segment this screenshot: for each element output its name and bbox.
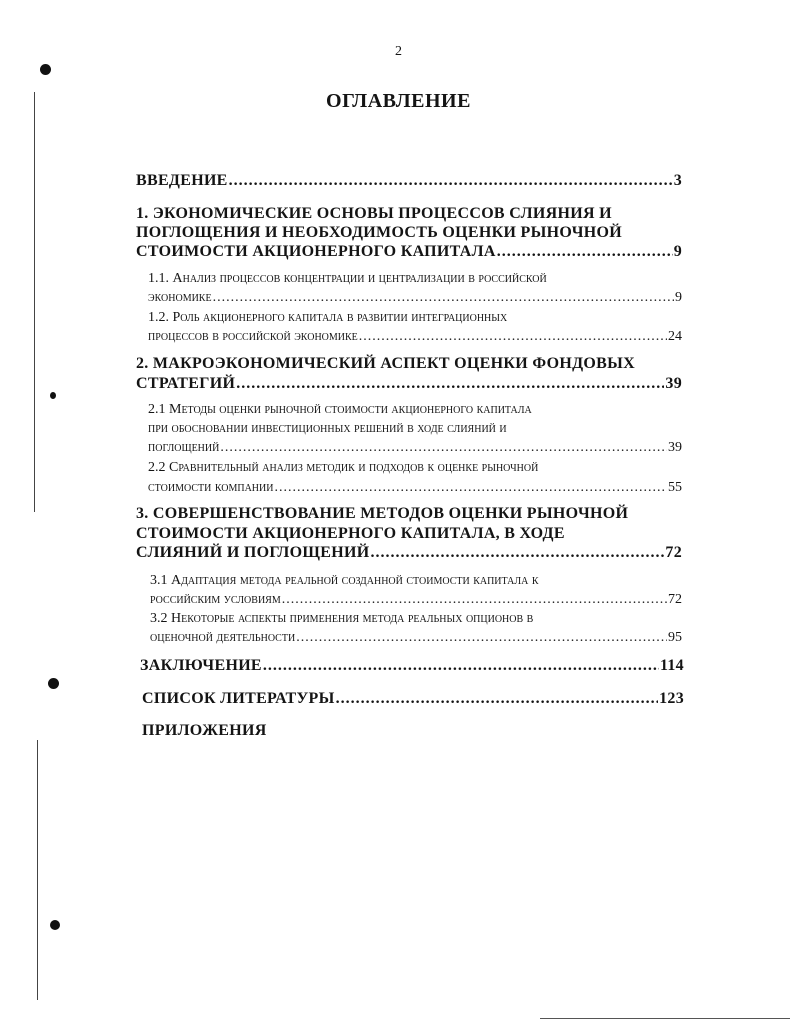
toc-leader-dots: [282, 592, 667, 608]
toc-leader-dots: [336, 690, 658, 708]
toc-chapter2-page: 39: [665, 375, 682, 392]
toc-references-page: 123: [659, 690, 684, 707]
toc-section-2-2-line1[interactable]: 2.2 Сравнительный анализ методик и подходов к оценке рыночной: [148, 460, 539, 475]
punch-hole-mark: [50, 392, 56, 399]
toc-section-2-1-line2[interactable]: при обосновании инвестиционных решений в ходе слияний и: [148, 421, 507, 436]
toc-section-1-1-page: 9: [675, 290, 682, 305]
toc-chapter1[interactable]: [136, 243, 682, 261]
toc-chapter1-page: 9: [673, 243, 682, 260]
toc-section-1-2-line2: процессов в российской экономике: [148, 329, 358, 344]
toc-leader-dots: [213, 290, 674, 306]
margin-scan-line: [37, 740, 38, 1000]
punch-hole-mark: [50, 920, 60, 930]
toc-section-2-2-page: 55: [668, 480, 682, 495]
toc-conclusion-label: ЗАКЛЮЧЕНИЕ: [140, 657, 262, 674]
toc-section-1-2[interactable]: [148, 329, 682, 345]
toc-leader-dots: [236, 375, 664, 393]
toc-intro-page: 3: [673, 172, 682, 189]
toc-section-3-1-page: 72: [668, 592, 682, 607]
bottom-scan-rule: [540, 1018, 790, 1019]
toc-references-label: СПИСОК ЛИТЕРАТУРЫ: [142, 690, 335, 707]
punch-hole-mark: [48, 678, 59, 689]
toc-leader-dots: [497, 243, 673, 261]
toc-section-1-1-line1[interactable]: 1.1. Анализ процессов концентрации и централизации в российской: [148, 271, 547, 286]
toc-section-1-2-line1[interactable]: 1.2. Роль акционерного капитала в развитии интеграционных: [148, 310, 508, 325]
page-number: 2: [395, 44, 402, 59]
toc-leader-dots: [359, 329, 667, 345]
toc-section-2-1-page: 39: [668, 440, 682, 455]
toc-leader-dots: [370, 544, 664, 562]
toc-leader-dots: [220, 440, 667, 456]
toc-section-3-1-line1[interactable]: 3.1 Адаптация метода реальной созданной стоимости капитала к: [150, 573, 539, 588]
toc-appendices[interactable]: ПРИЛОЖЕНИЯ: [142, 722, 267, 739]
toc-section-2-1-line1[interactable]: 2.1 Методы оценки рыночной стоимости акционерного капитала: [148, 402, 532, 417]
toc-leader-dots: [263, 657, 659, 675]
toc-chapter2-line2: СТРАТЕГИЙ: [136, 375, 236, 392]
toc-section-3-2-page: 95: [668, 630, 682, 645]
toc-chapter2[interactable]: [136, 375, 682, 393]
toc-conclusion-page: 114: [659, 657, 684, 674]
toc-section-3-2[interactable]: [150, 630, 682, 646]
toc-intro[interactable]: [136, 172, 682, 190]
toc-chapter3-line1[interactable]: 3. СОВЕРШЕНСТВОВАНИЕ МЕТОДОВ ОЦЕНКИ РЫНОЧНОЙ: [136, 505, 629, 522]
toc-chapter1-line1[interactable]: 1. ЭКОНОМИЧЕСКИЕ ОСНОВЫ ПРОЦЕССОВ СЛИЯНИЯ И: [136, 205, 612, 222]
toc-section-2-1[interactable]: [148, 440, 682, 456]
toc-section-2-2-line2: стоимости компании: [148, 480, 274, 495]
toc-section-3-2-line1[interactable]: 3.2 Некоторые аспекты применения метода реальных опционов в: [150, 611, 534, 626]
toc-section-3-1-line2: российским условиям: [150, 592, 281, 607]
toc-leader-dots: [274, 480, 667, 496]
toc-section-2-2[interactable]: [148, 480, 682, 496]
toc-section-1-1[interactable]: [148, 290, 682, 306]
toc-chapter2-line1[interactable]: 2. МАКРОЭКОНОМИЧЕСКИЙ АСПЕКТ ОЦЕНКИ ФОНДОВЫХ: [136, 355, 635, 372]
toc-chapter3-line2[interactable]: СТОИМОСТИ АКЦИОНЕРНОГО КАПИТАЛА, В ХОДЕ: [136, 525, 565, 542]
toc-leader-dots: [296, 630, 667, 646]
toc-section-1-2-page: 24: [668, 329, 682, 344]
toc-conclusion[interactable]: [140, 657, 684, 675]
toc-references[interactable]: [142, 690, 684, 708]
toc-leader-dots: [229, 172, 673, 190]
punch-hole-mark: [40, 64, 51, 75]
toc-section-1-1-line2: экономике: [148, 290, 212, 305]
toc-chapter3-page: 72: [665, 544, 682, 561]
toc-chapter1-line2[interactable]: ПОГЛОЩЕНИЯ И НЕОБХОДИМОСТЬ ОЦЕНКИ РЫНОЧНОЙ: [136, 224, 622, 241]
toc-intro-label: ВВЕДЕНИЕ: [136, 172, 228, 189]
toc-section-3-1[interactable]: [150, 592, 682, 608]
margin-scan-line: [34, 92, 35, 512]
toc-section-2-1-line3: поглощений: [148, 440, 220, 455]
toc-chapter3[interactable]: [136, 544, 682, 562]
toc-section-3-2-line2: оценочной деятельности: [150, 630, 296, 645]
toc-chapter1-line3: СТОИМОСТИ АКЦИОНЕРНОГО КАПИТАЛА: [136, 243, 496, 260]
page-title: ОГЛАВЛЕНИЕ: [326, 90, 471, 112]
toc-chapter3-line3: СЛИЯНИЙ И ПОГЛОЩЕНИЙ: [136, 544, 370, 561]
